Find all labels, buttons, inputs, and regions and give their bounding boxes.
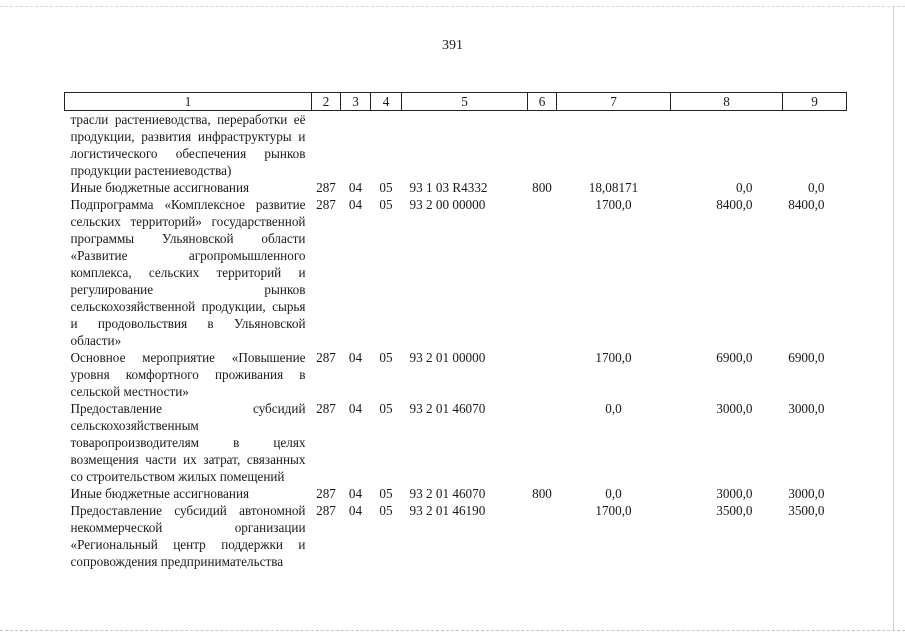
- cell-amount-9: 3000,0: [788, 401, 825, 416]
- cell-subsection: 05: [379, 503, 393, 518]
- cell-admin: 287: [316, 503, 336, 518]
- cell-admin: 287: [316, 401, 336, 416]
- header-row: [65, 93, 847, 111]
- cell-amount-9: 6900,0: [788, 350, 825, 365]
- cell-amount-9: [783, 111, 847, 180]
- cell-target-article: [402, 111, 528, 180]
- cell-section: [341, 111, 371, 180]
- header-col-9: 9: [783, 93, 847, 111]
- cell-amount-8: [671, 111, 783, 180]
- cell-amount-9: 8400,0: [788, 197, 825, 212]
- table-row: [65, 485, 847, 502]
- cell-expense-type: [528, 400, 557, 485]
- cell-admin: 287: [316, 486, 336, 501]
- row-name: Иные бюджетные ассигнования: [70, 180, 250, 195]
- row-name: Предоставление субсидий автономной некоммерческой организации «Региональный центр поддержки и сопровождения предпринимательства: [70, 503, 306, 569]
- table-row: [65, 111, 847, 180]
- cell-amount-8: 3000,0: [716, 486, 753, 501]
- cell-amount-7: 0,0: [605, 486, 622, 501]
- cell-amount-7: 1700,0: [595, 503, 632, 518]
- row-name: Основное мероприятие «Повышение уровня комфортного проживания в сельской местности»: [70, 350, 306, 399]
- cell-target-article: 93 2 01 46070: [409, 486, 486, 501]
- header-col-2: 2: [312, 93, 341, 111]
- scan-edge-top: [0, 6, 905, 7]
- budget-table: [64, 92, 847, 570]
- cell-amount-8: 3000,0: [716, 401, 753, 416]
- header-col-4: 4: [371, 93, 402, 111]
- table-row: [65, 502, 847, 570]
- cell-section: 04: [348, 486, 363, 501]
- row-name: Иные бюджетные ассигнования: [70, 486, 250, 501]
- header-col-8: 8: [671, 93, 783, 111]
- header-col-3: 3: [341, 93, 371, 111]
- table-row: [65, 400, 847, 485]
- cell-subsection: 05: [379, 180, 393, 195]
- cell-target-article: 93 2 01 00000: [409, 350, 486, 365]
- header-col-1: 1: [65, 93, 312, 111]
- page-number: 391: [442, 38, 463, 53]
- cell-expense-type: 800: [532, 486, 552, 501]
- cell-section: 04: [348, 197, 363, 212]
- cell-expense-type: [528, 111, 557, 180]
- cell-expense-type: 800: [532, 180, 552, 195]
- scan-edge-bottom: [0, 630, 905, 631]
- cell-subsection: 05: [379, 350, 393, 365]
- row-name: Подпрограмма «Комплексное развитие сельских территорий» государственной программы Ульяновской области «Развитие агропромышленного комплекса, сельских территорий и регулирование рынков сельскохозяйственной продукции, сырья и продовольствия в Ульяновской области»: [70, 197, 306, 348]
- cell-amount-9: 3500,0: [788, 503, 825, 518]
- cell-amount-7: 0,0: [605, 401, 622, 416]
- cell-section: 04: [348, 401, 363, 416]
- cell-target-article: 93 1 03 R4332: [409, 180, 488, 195]
- cell-amount-8: 0,0: [736, 180, 753, 195]
- cell-amount-7: [557, 111, 671, 180]
- cell-expense-type: [528, 349, 557, 400]
- cell-subsection: [371, 111, 402, 180]
- cell-expense-type: [528, 502, 557, 570]
- cell-admin: 287: [316, 180, 336, 195]
- row-name: трасли растениеводства, переработки её продукции, развития инфраструктуры и логистического обеспечения рынков продукции растениеводства): [70, 112, 306, 178]
- header-col-6: 6: [528, 93, 557, 111]
- cell-section: 04: [348, 180, 363, 195]
- cell-subsection: 05: [379, 197, 393, 212]
- cell-subsection: 05: [379, 486, 393, 501]
- table-row: [65, 349, 847, 400]
- cell-amount-9: 0,0: [808, 180, 825, 195]
- cell-amount-8: 3500,0: [716, 503, 753, 518]
- header-col-7: 7: [557, 93, 671, 111]
- cell-admin: 287: [316, 197, 336, 212]
- cell-section: 04: [348, 503, 363, 518]
- cell-target-article: 93 2 00 00000: [409, 197, 486, 212]
- cell-subsection: 05: [379, 401, 393, 416]
- budget-table-container: [64, 92, 846, 570]
- cell-admin: [312, 111, 341, 180]
- header-col-5: 5: [402, 93, 528, 111]
- cell-amount-9: 3000,0: [788, 486, 825, 501]
- row-name: Предоставление субсидий сельскохозяйственным товаропроизводителям в целях возмещения части их затрат, связанных со строительством жилых помещений: [70, 401, 306, 484]
- cell-amount-7: 1700,0: [595, 197, 632, 212]
- cell-section: 04: [348, 350, 363, 365]
- cell-target-article: 93 2 01 46190: [409, 503, 486, 518]
- table-row: [65, 179, 847, 196]
- table-row: [65, 196, 847, 349]
- cell-amount-8: 6900,0: [716, 350, 753, 365]
- cell-amount-7: 1700,0: [595, 350, 632, 365]
- cell-amount-8: 8400,0: [716, 197, 753, 212]
- cell-admin: 287: [316, 350, 336, 365]
- cell-target-article: 93 2 01 46070: [409, 401, 486, 416]
- scan-edge-right: [893, 6, 894, 630]
- cell-amount-7: 18,08171: [588, 180, 639, 195]
- cell-expense-type: [528, 196, 557, 349]
